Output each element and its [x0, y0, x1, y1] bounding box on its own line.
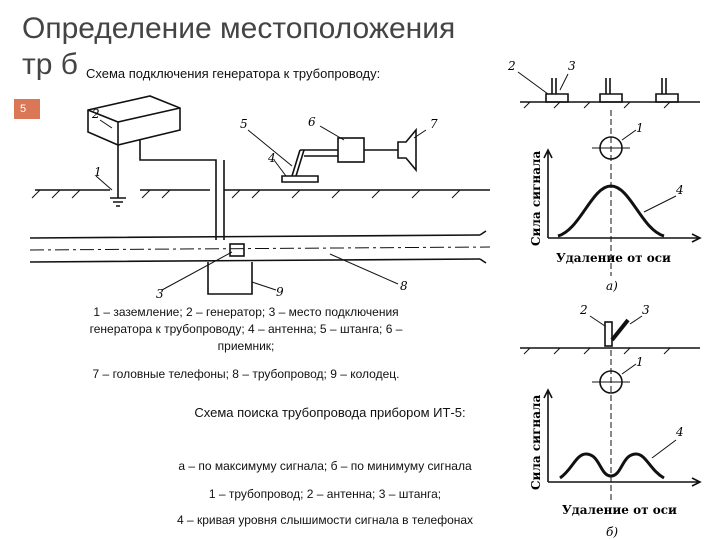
- fig-a-y-axis: [544, 150, 552, 238]
- fig-a-x-label: Удаление от оси: [556, 251, 671, 265]
- fig-a-antenna-3: [656, 78, 678, 102]
- well: [208, 262, 252, 294]
- fig-a-label-4: 4: [676, 183, 684, 197]
- label-9: 9: [276, 285, 284, 299]
- fig-a-label-2: 2: [508, 59, 516, 73]
- generator-box: [88, 96, 180, 145]
- fig-b-tag: б): [606, 525, 619, 539]
- connection-scheme-caption: Схема подключения генератора к трубопроводу:: [86, 66, 381, 81]
- slide-title-overflow: тр б: [22, 48, 78, 81]
- connection-legend-line-4: 7 – головные телефоны; 8 – трубопровод; 9 – колодец.: [92, 367, 400, 381]
- receiver-box: [338, 138, 364, 162]
- label-8: 8: [400, 279, 408, 293]
- search-legend-line-3: 4 – кривая уровня слышимости сигнала в телефонах: [176, 513, 474, 527]
- label-2: 2: [92, 107, 100, 121]
- fig-b-label-3: 3: [642, 303, 650, 317]
- slide-number: 5: [14, 99, 40, 119]
- connection-point: [230, 244, 244, 256]
- search-legend-line-1: а – по максимуму сигнала; б – по минимуму сигнала: [178, 459, 472, 473]
- fig-b-curve: [560, 454, 664, 478]
- fig-b-label-4: 4: [676, 425, 684, 439]
- fig-b-label-2: 2: [580, 303, 588, 317]
- fig-b-x-axis: [548, 478, 700, 486]
- fig-b-label-1: 1: [636, 355, 644, 369]
- connection-legend-line-2: генератора к трубопроводу; 4 – антенна; 5 – штанга; 6 –: [89, 322, 403, 336]
- pipe-axis: [30, 247, 490, 250]
- fig-a-x-axis: [548, 234, 700, 242]
- connection-legend-line-3: приемник;: [217, 339, 275, 353]
- rod-arm: [300, 150, 338, 156]
- search-legend-line-2: 1 – трубопровод; 2 – антенна; 3 – штанга;: [208, 487, 442, 501]
- search-scheme-caption: Схема поиска трубопровода прибором ИТ-5:: [194, 405, 466, 420]
- label-5: 5: [240, 117, 248, 131]
- connection-legend-line-1: 1 – заземление; 2 – генератор; 3 – место подключения: [93, 305, 399, 319]
- fig-b-y-label: Сила сигнала: [529, 394, 543, 490]
- generator-edges: [88, 108, 180, 145]
- rod: [292, 150, 304, 176]
- fig-b-x-label: Удаление от оси: [562, 503, 677, 517]
- fig-a-label-1: 1: [636, 121, 644, 135]
- label-7: 7: [430, 117, 438, 131]
- slide-title: Определение местоположения: [22, 12, 456, 45]
- label-4: 4: [268, 151, 276, 165]
- fig-b-antenna: [605, 322, 612, 346]
- fig-a-label-3: 3: [568, 59, 576, 73]
- ground-hatch: [32, 190, 460, 198]
- connection-legend: [56, 304, 436, 355]
- fig-b-y-axis: [544, 390, 552, 482]
- headphones: [398, 130, 416, 170]
- label-1: 1: [94, 165, 102, 179]
- fig-a-y-label: Сила сигнала: [529, 150, 543, 246]
- grounding-wire: [110, 145, 126, 206]
- antenna: [282, 176, 318, 182]
- label-3: 3: [156, 287, 164, 301]
- fig-a-tag: а): [606, 279, 618, 293]
- fig-a-antenna-2: [600, 78, 622, 102]
- fig-b-rod: [612, 320, 628, 340]
- label-6: 6: [308, 115, 316, 129]
